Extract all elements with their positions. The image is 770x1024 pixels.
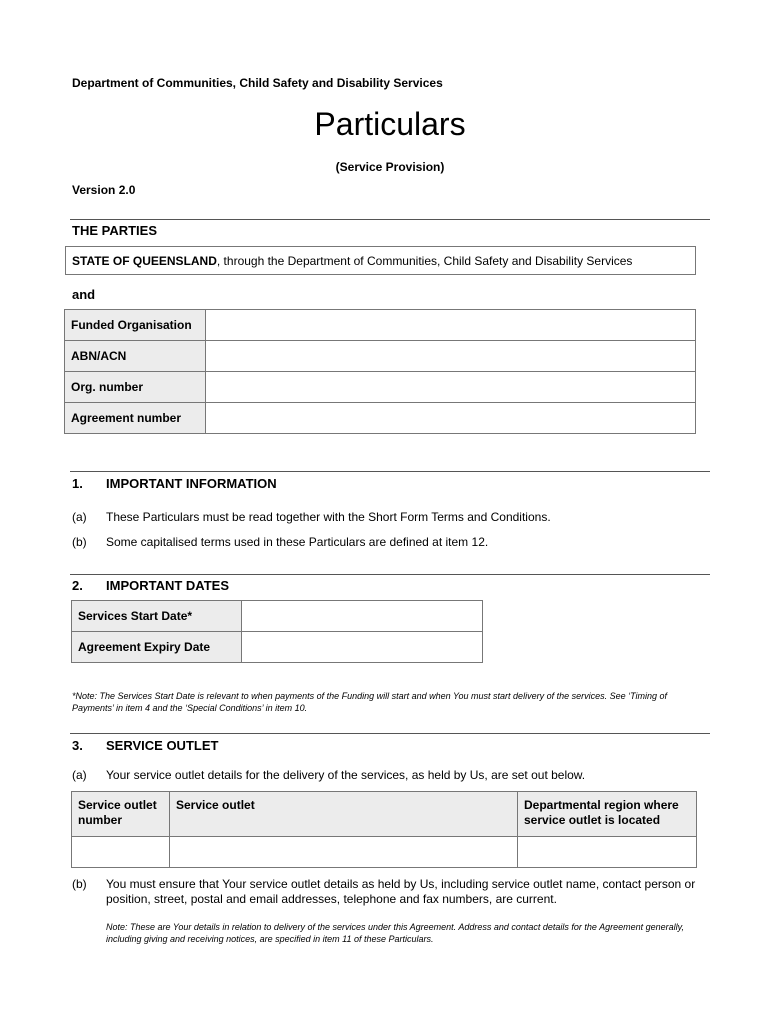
services-start-date-label: Services Start Date*	[72, 601, 242, 632]
parties-heading: THE PARTIES	[72, 223, 157, 238]
table-row	[72, 632, 483, 663]
section-2-number: 2.	[72, 578, 83, 593]
version-label: Version 2.0	[72, 183, 136, 197]
abn-acn-field[interactable]	[206, 341, 696, 372]
state-party-description: , through the Department of Communities, Child Safety and Disability Services	[216, 254, 633, 268]
column-header-region: Departmental region where service outlet is located	[518, 792, 697, 837]
divider	[70, 574, 710, 575]
agreement-expiry-date-field[interactable]	[242, 632, 483, 663]
outlet-number-field[interactable]	[72, 837, 170, 868]
table-row	[72, 601, 483, 632]
section-3-title: SERVICE OUTLET	[106, 738, 219, 753]
agreement-number-field[interactable]	[206, 403, 696, 434]
table-row	[65, 310, 696, 341]
section-1-number: 1.	[72, 476, 83, 491]
department-name: Department of Communities, Child Safety and Disability Services	[72, 76, 443, 90]
table-row	[65, 403, 696, 434]
item-3a-letter: (a)	[72, 768, 87, 782]
section-1-title: IMPORTANT INFORMATION	[106, 476, 277, 491]
table-row	[65, 341, 696, 372]
org-number-field[interactable]	[206, 372, 696, 403]
state-party-box	[65, 246, 696, 275]
divider	[70, 733, 710, 734]
funded-organisation-label: Funded Organisation	[65, 310, 206, 341]
item-1a-letter: (a)	[72, 510, 87, 524]
item-3a-text: Your service outlet details for the delivery of the services, as held by Us, are set out below.	[106, 768, 586, 782]
divider	[70, 471, 710, 472]
section-3-number: 3.	[72, 738, 83, 753]
column-header-outlet-number: Service outlet number	[72, 792, 170, 837]
item-3b-text: You must ensure that Your service outlet details as held by Us, including service outlet name, contact person or position, street, postal and email addresses, telephone and fax numbers, are current.	[106, 877, 696, 906]
outlet-field[interactable]	[170, 837, 518, 868]
service-outlet-note: Note: These are Your details in relation to delivery of the services under this Agreement. Address and contact details for the Agreement generally, including giving and receiving notices, are specified in item 11 of these Particulars.	[106, 922, 684, 944]
parties-table	[64, 309, 696, 434]
region-field[interactable]	[518, 837, 697, 868]
agreement-expiry-date-label: Agreement Expiry Date	[72, 632, 242, 663]
item-1b-letter: (b)	[72, 535, 87, 549]
dates-note: *Note: The Services Start Date is relevant to when payments of the Funding will start and when You must start delivery of the services. See ‘Timing of Payments’ in item 4 and the ‘Special Conditions’ in item 10.	[72, 691, 668, 713]
service-outlet-table	[71, 791, 697, 868]
agreement-number-label: Agreement number	[65, 403, 206, 434]
section-2-title: IMPORTANT DATES	[106, 578, 230, 593]
table-row	[65, 372, 696, 403]
and-label: and	[72, 287, 96, 302]
services-start-date-field[interactable]	[242, 601, 483, 632]
funded-organisation-field[interactable]	[206, 310, 696, 341]
divider	[70, 219, 710, 220]
dates-table	[71, 600, 483, 663]
column-header-outlet: Service outlet	[170, 792, 518, 837]
abn-acn-label: ABN/ACN	[65, 341, 206, 372]
org-number-label: Org. number	[65, 372, 206, 403]
item-3b-letter: (b)	[72, 877, 87, 891]
item-1a-text: These Particulars must be read together with the Short Form Terms and Conditions.	[106, 510, 551, 524]
document-title: Particulars	[314, 106, 466, 142]
table-row	[72, 837, 697, 868]
table-header-row	[72, 792, 697, 837]
state-party-name: STATE OF QUEENSLAND	[72, 254, 217, 268]
document-subtitle: (Service Provision)	[335, 160, 445, 174]
item-1b-text: Some capitalised terms used in these Particulars are defined at item 12.	[106, 535, 489, 549]
